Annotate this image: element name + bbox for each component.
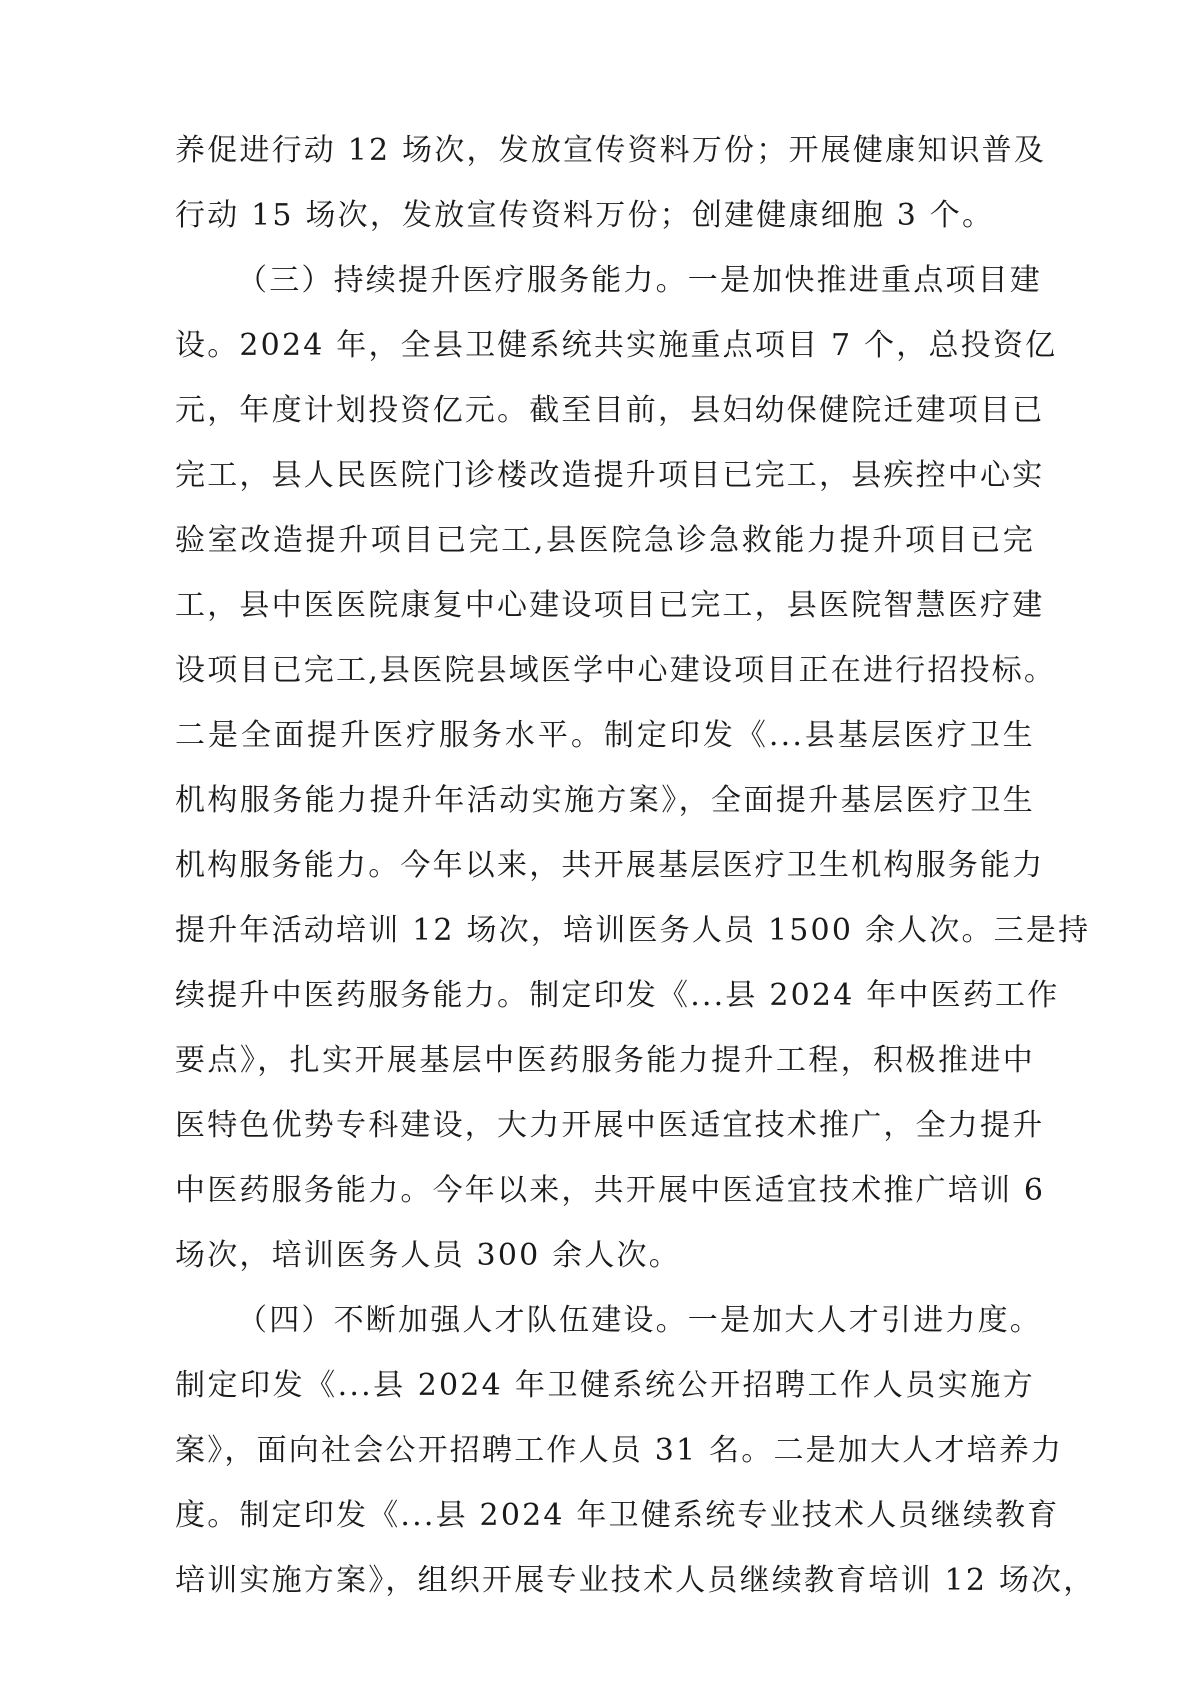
text-line: 医特色优势专科建设，大力开展中医适宜技术推广，全力提升 xyxy=(175,1108,1045,1143)
text-line: 制定印发《...县 2024 年卫健系统公开招聘工作人员实施方 xyxy=(175,1368,1035,1403)
text-line: 工，县中医医院康复中心建设项目已完工，县医院智慧医疗建 xyxy=(175,588,1045,623)
text-line: 养促进行动 12 场次，发放宣传资料万份；开展健康知识普及 xyxy=(175,133,1047,168)
text-line: 提升年活动培训 12 场次，培训医务人员 1500 余人次。三是持 xyxy=(175,913,1091,948)
section-heading-line: （三）持续提升医疗服务能力。一是加快推进重点项目建 xyxy=(237,263,1042,298)
document-body xyxy=(175,118,1096,1613)
text-line: 验室改造提升项目已完工,县医院急诊急救能力提升项目已完 xyxy=(175,523,1035,558)
text-line: 二是全面提升医疗服务水平。制定印发《...县基层医疗卫生 xyxy=(175,718,1035,753)
text-line: 中医药服务能力。今年以来，共开展中医适宜技术推广培训 6 xyxy=(175,1173,1046,1208)
text-line: 行动 15 场次，发放宣传资料万份；创建健康细胞 3 个。 xyxy=(175,198,995,233)
section-heading-line: （四）不断加强人才队伍建设。一是加大人才引进力度。 xyxy=(237,1303,1042,1338)
text-line: 培训实施方案》，组织开展专业技术人员继续教育培训 12 场次， xyxy=(175,1563,1096,1598)
text-line: 要点》，扎实开展基层中医药服务能力提升工程，积极推进中 xyxy=(175,1043,1035,1078)
text-line: 机构服务能力。今年以来，共开展基层医疗卫生机构服务能力 xyxy=(175,848,1045,883)
text-line: 完工，县人民医院门诊楼改造提升项目已完工，县疾控中心实 xyxy=(175,458,1045,493)
text-line: 案》，面向社会公开招聘工作人员 31 名。二是加大人才培养力 xyxy=(175,1433,1064,1468)
text-line: 设项目已完工,县医院县域医学中心建设项目正在进行招投标。 xyxy=(175,653,1057,688)
text-line: 设。2024 年，全县卫健系统共实施重点项目 7 个，总投资亿 xyxy=(175,328,1058,363)
text-line: 度。制定印发《...县 2024 年卫健系统专业技术人员继续教育 xyxy=(175,1498,1060,1533)
text-line: 续提升中医药服务能力。制定印发《...县 2024 年中医药工作 xyxy=(175,978,1060,1013)
text-line: 机构服务能力提升年活动实施方案》，全面提升基层医疗卫生 xyxy=(175,783,1035,818)
text-line: 场次，培训医务人员 300 余人次。 xyxy=(175,1238,681,1273)
text-line: 元，年度计划投资亿元。截至目前，县妇幼保健院迁建项目已 xyxy=(175,393,1045,428)
